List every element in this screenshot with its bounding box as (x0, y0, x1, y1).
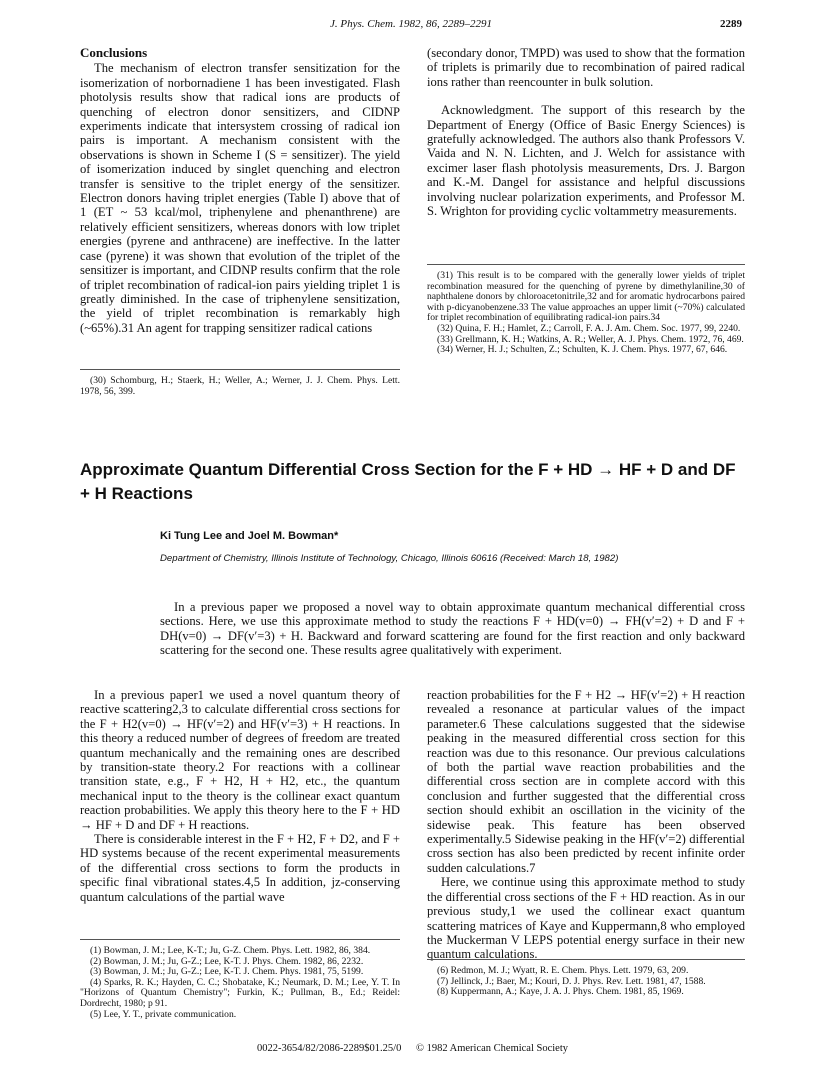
prev-footnotes-column-2 (427, 264, 745, 356)
prev-article-column-2 (427, 46, 745, 218)
article-authors: Ki Tung Lee and Joel M. Bowman* (160, 530, 339, 542)
body-paragraph: Here, we continue using this approximate method to study the differential cross sections of the F + HD reaction. As in our previous study,1 we used the collinear exact quantum scattering matrices of Kaye and Kuppermann,8 who employed the Muckerman V LEPS potential energy surface in their new quantum calculations. (427, 875, 745, 962)
footnote-1: (1) Bowman, J. M.; Lee, K-T.; Ju, G-Z. Chem. Phys. Lett. 1982, 86, 384. (90, 945, 371, 956)
article-title: Approximate Quantum Differential Cross Section for the F + HD → HF + D and DF + H Reactions (80, 460, 736, 503)
conclusions-heading: Conclusions (80, 45, 148, 60)
article-footnotes-column-2 (427, 959, 745, 998)
article-affiliation: Department of Chemistry, Illinois Institute of Technology, Chicago, Illinois 60616 (Received: March 18, 1982) (160, 553, 619, 564)
body-paragraph: reaction probabilities for the F + H2 → HF(v′=2) + H reaction revealed a resonance at particular values of the impact parameter.6 These calculations suggested that the sidewise peaking in the measured differential cross section for this reaction was due to this resonance. Our previous calculations of both the partial wave reaction probabilities and the differential cross section are in complete accord with this conclusion and further suggested that the differential cross section should exhibit an oscillation in the vicinity of the sidewise peak. This feature has been observed experimentally.5 Sidewise peaking in the HF(v′=2) differential cross section has also been predicted by recent infinite order sudden calculations.7 (427, 688, 745, 875)
footnote-31: (31) This result is to be compared with the generally lower yields of triplet recombination measured for the quenching of pyrene by dimethylaniline,30 of naphthalene donors by chloroacetonitrile,32 and for aromatic hydrocarbons paired with p-dicyanobenzene.33 The value approaches an upper limit (~70%) calculated for triplet recombination of equilibrating radical-ion pairs.34 (427, 270, 745, 324)
footnote-rule (427, 959, 745, 960)
page-footer (80, 1043, 745, 1054)
footnote-6: (6) Redmon, M. J.; Wyatt, R. E. Chem. Phys. Lett. 1979, 63, 209. (437, 965, 689, 976)
footnote-5: (5) Lee, Y. T., private communication. (90, 1008, 237, 1020)
footnote-34: (34) Werner, H. J.; Schulten, Z.; Schulten, K. J. Chem. Phys. 1977, 67, 646. (437, 344, 728, 356)
body-paragraph: In a previous paper1 we used a novel quantum theory of reactive scattering2,3 to calculate differential cross sections for the F + H2(v=0) → HF(v′=2) and HF(v′=3) + H reactions. In this theory a reduced number of degrees of freedom are treated quantum mechanically and the remaining ones are described by transition-state theory.2 For reactions with a collinear transition state, e.g., F + H2, H + H2, etc., the quantum mechanical input to the theory is the collinear exact quantum reaction probabilities. We apply this theory here to the F + HD → HF + D and DF + H reactions. (80, 688, 400, 832)
article-column-2 (427, 688, 745, 962)
footer-copyright: © 1982 American Chemical Society (415, 1043, 569, 1054)
footnote-4: (4) Sparks, R. K.; Hayden, C. C.; Shobatake, K.; Neumark, D. M.; Lee, Y. T. In "Horizons of Quantum Chemistry"; Furkin, K.; Pullman, B., Ed.; Reidel: Dordrecht, 1980; p 91. (80, 976, 400, 1009)
page-number: 2289 (720, 18, 742, 30)
footnote-33: (33) Grellmann, K. H.; Watkins, A. R.; Weller, A. J. Phys. Chem. 1972, 76, 469. (437, 333, 744, 345)
journal-reference: J. Phys. Chem. 1982, 86, 2289–2291 (330, 18, 492, 30)
prev-article-column-1 (80, 46, 400, 335)
acknowledgment-paragraph: Acknowledgment. The support of this research by the Department of Energy (Office of Basic Energy Sciences) is gratefully acknowledged. The authors also thank Professors V. Vaida and N. N. Lichten, and J. Welch for assistance with excimer laser flash photolysis measurements, Drs. J. Bargon and K.-M. Dangel for assistance and helpful discussions involving nuclear polarization experiments, and Professor M. S. Wrighton for providing cyclic voltammetry measurements. (427, 103, 745, 219)
prev-footnotes-column-1 (80, 369, 400, 397)
footnote-rule (427, 264, 745, 265)
article-footnotes-column-1 (80, 939, 400, 1020)
conclusions-continuation: (secondary donor, TMPD) was used to show that the formation of triplets is primarily due to recombination of paired radical ions rather than reencounter in bulk solution. (427, 46, 745, 89)
running-header (80, 18, 742, 34)
footnote-rule (80, 939, 400, 940)
body-paragraph: There is considerable interest in the F + H2, F + D2, and F + HD systems because of the recent experimental measurements of the differential cross sections to form the products in specific final vibrational states.4,5 In addition, jz-conserving quantum calculations of the partial wave (80, 832, 400, 904)
footnote-2: (2) Bowman, J. M.; Ju, G-Z.; Lee, K-T. J. Phys. Chem. 1982, 86, 2232. (90, 955, 364, 967)
footnote-8: (8) Kuppermann, A.; Kaye, J. A. J. Phys. Chem. 1981, 85, 1969. (437, 986, 684, 998)
footnote-7: (7) Jellinck, J.; Baer, M.; Kouri, D. J. Phys. Rev. Lett. 1981, 47, 1588. (437, 975, 706, 987)
article-abstract (160, 600, 745, 658)
abstract-text: In a previous paper we proposed a novel way to obtain approximate quantum mechanical differential cross sections. Here, we use this approximate method to study the reactions F + HD(v=0) → FH(v′=2) + D and F + DH(v=0) → DF(v′=3) + H. Backward and forward scattering are found for the first reaction and only backward scattering for the second one. These results agree qualitatively with experiment. (160, 600, 745, 658)
footnote-rule (80, 369, 400, 370)
footer-code: 0022-3654/82/2086-2289$01.25/0 (256, 1043, 402, 1054)
footnote-30: (30) Schomburg, H.; Staerk, H.; Weller, A.; Werner, J. J. Chem. Phys. Lett. 1978, 56, 399. (80, 375, 400, 397)
footnote-3: (3) Bowman, J. M.; Ju, G-Z.; Lee, K-T. J. Chem. Phys. 1981, 75, 5199. (90, 966, 364, 978)
footnote-32: (32) Quina, F. H.; Hamlet, Z.; Carroll, F. A. J. Am. Chem. Soc. 1977, 99, 2240. (437, 322, 741, 334)
article-column-1 (80, 688, 400, 904)
conclusions-paragraph: The mechanism of electron transfer sensitization for the isomerization of norbornadiene 1 has been investigated. Flash photolysis results show that radical ions are products of quenching of electron donor sensitizers, and CIDNP experiments indicate that intersystem crossing of radical ion pairs is important. A mechanism consistent with the observations is shown in Scheme I (S = sensitizer). The yield of isomerization induced by singlet quenching and electron transfer is sensitive to the triplet energy of the sensitizer. Electron donors having triplet energies (Table I) above that of 1 (ET ~ 53 kcal/mol, triphenylene and phenanthrene) are relatively efficient sensitizers, whereas donors with low triplet energies (pyrene and anthracene) are ineffective. In the latter case (pyrene) it was shown that evolution of the triplet of the sensitizer is important, and CIDNP results confirm that the role of triplet recombination of radical-ion pairs yielding triplet 1 is greatly diminished. In the case of triphenylene sensitization, the yield of triplet recombination is remarkably high (~65%).31 An agent for trapping sensitizer radical cations (80, 61, 400, 335)
